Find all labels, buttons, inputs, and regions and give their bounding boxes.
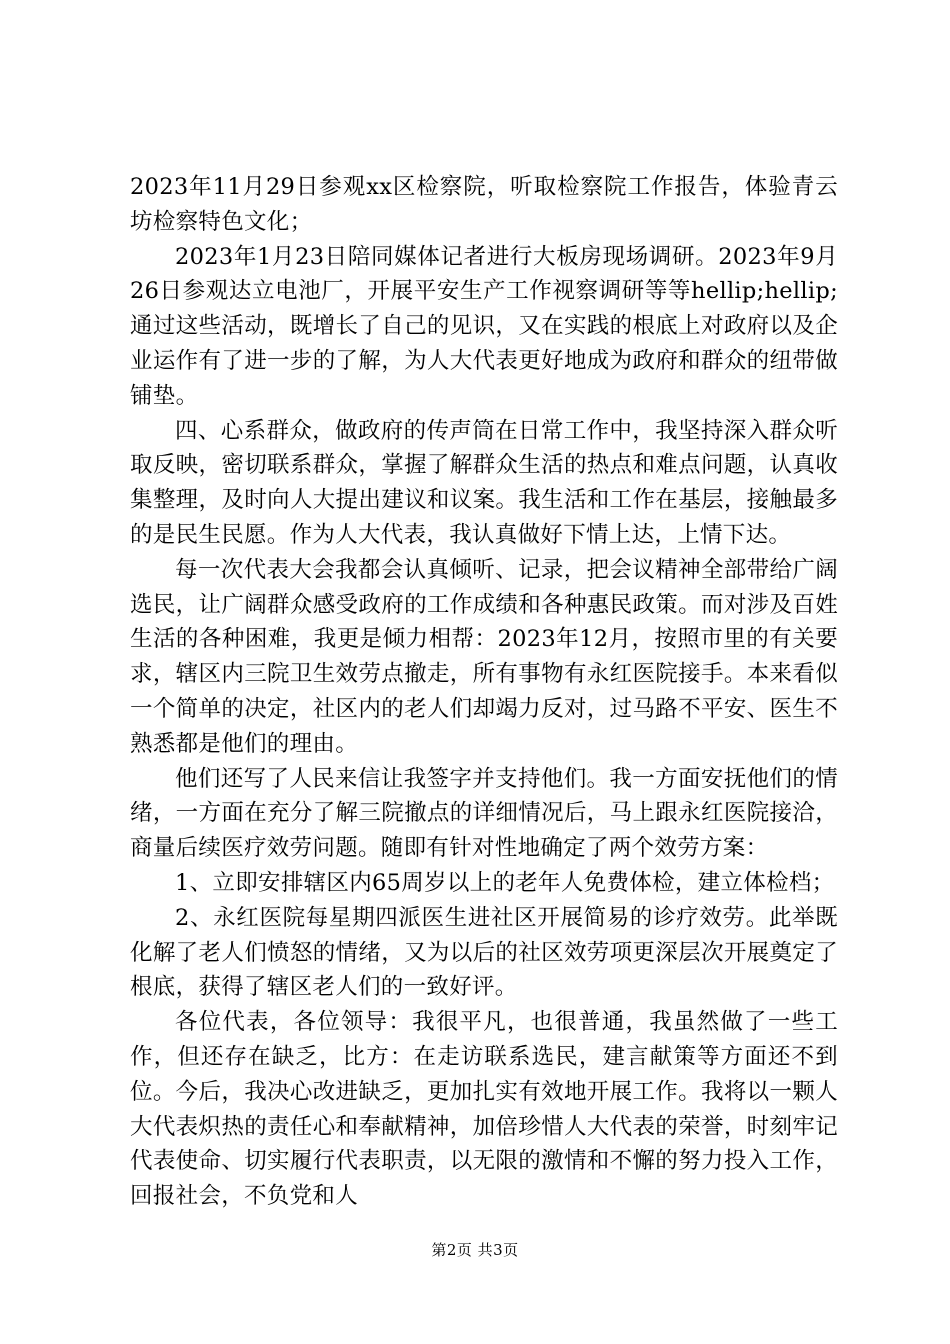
document-body	[130, 170, 838, 1214]
page-number-footer: 第2页 共3页	[431, 1241, 519, 1259]
paragraph-visit-procuratorate: 2023年11月29日参观xx区检察院，听取检察院工作报告，体验青云坊检察特色文化；	[130, 174, 838, 235]
paragraph-media-survey: 2023年1月23日陪同媒体记者进行大板房现场调研。2023年9月26日参观达立电池厂，开展平安生产工作视察调研等等hellip;hellip;通过这些活动，既增长了自己的见识，又在实践的根底上对政府以及企业运作有了进一步的了解，为人大代表更好地成为政府和群众的纽带做铺垫。	[130, 243, 838, 409]
paragraph-petition: 他们还写了人民来信让我签字并支持他们。我一方面安抚他们的情绪，一方面在充分了解三院撤点的详细情况后，马上跟永红医院接洽，商量后续医疗效劳问题。随即有针对性地确定了两个效劳方案：	[130, 765, 838, 862]
paragraph-closing: 各位代表，各位领导：我很平凡，也很普通，我虽然做了一些工作，但还存在缺乏，比方：在走访联系选民，建言献策等方面还不到位。今后，我决心改进缺乏，更加扎实有效地开展工作。我将以一颗人大代表炽热的责任心和奉献精神，加倍珍惜人大代表的荣誉，时刻牢记代表使命、切实履行代表职责，以无限的激情和不懈的努力投入工作，回报社会，不负党和人	[130, 1009, 838, 1210]
paragraph-plan-one: 1、立即安排辖区内65周岁以上的老年人免费体检，建立体检档；	[175, 869, 835, 896]
paragraph-congress-meetings: 每一次代表大会我都会认真倾听、记录，把会议精神全部带给广阔选民，让广阔群众感受政府的工作成绩和各种惠民政策。而对涉及百姓生活的各种困难，我更是倾力相帮：2023年12月，按照市里的有关要求，辖区内三院卫生效劳点撤走，所有事物有永红医院接手。本来看似一个简单的决定，社区内的老人们却竭力反对，过马路不平安、医生不熟悉都是他们的理由。	[130, 556, 838, 757]
paragraph-plan-two: 2、永红医院每星期四派医生进社区开展简易的诊疗效劳。此举既化解了老人们愤怒的情绪，又为以后的社区效劳项更深层次开展奠定了根底，获得了辖区老人们的一致好评。	[130, 904, 838, 1001]
paragraph-section-four: 四、心系群众，做政府的传声筒在日常工作中，我坚持深入群众听取反映，密切联系群众，掌握了解群众生活的热点和难点问题，认真收集整理，及时向人大提出建议和议案。我生活和工作在基层，接触最多的是民生民愿。作为人大代表，我认真做好下情上达，上情下达。	[130, 417, 838, 548]
